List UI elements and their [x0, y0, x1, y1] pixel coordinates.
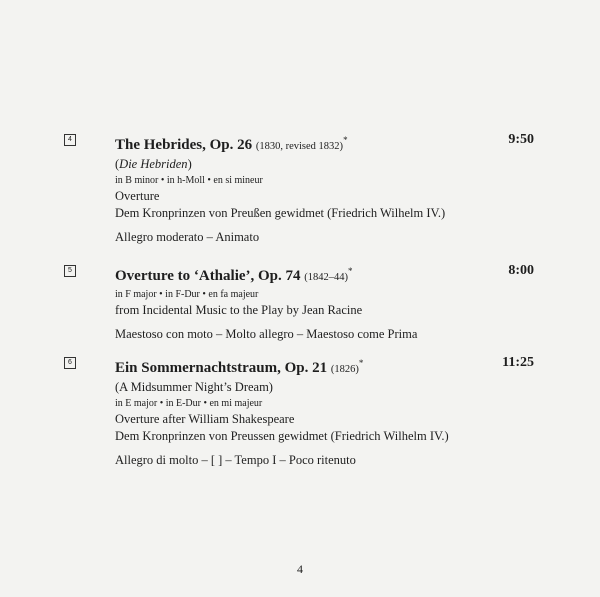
- track-dedication: Dem Kronprinzen von Preußen gewidmet (Friedrich Wilhelm IV.): [115, 206, 446, 220]
- track-title-line: [115, 131, 535, 156]
- track-subtitle: (A Midsummer Night’s Dream): [115, 380, 273, 394]
- track-composition-date: (1830, revised 1832): [255, 141, 344, 152]
- track-title-line: [115, 354, 535, 379]
- track-tempo: Allegro di molto – [ ] – Tempo I – Poco ritenuto: [115, 453, 356, 467]
- track-tempo: Allegro moderato – Animato: [115, 230, 260, 244]
- track-tempo: Maestoso con moto – Molto allegro – Maestoso come Prima: [115, 327, 418, 341]
- track-body: [115, 131, 535, 246]
- track-keys: in E major • in E-Dur • en mi majeur: [115, 398, 263, 409]
- track-number-box: 4: [64, 134, 76, 146]
- track-composition-date: (1842–44): [304, 272, 349, 283]
- track-duration: 11:25: [502, 355, 534, 370]
- track-number-box: 6: [64, 357, 76, 369]
- page-number: 4: [297, 562, 303, 576]
- track-title: Ein Sommernachtstraum, Op. 21: [115, 360, 328, 376]
- track-title-line: [115, 262, 535, 287]
- track-keys: in F major • in F-Dur • en fa majeur: [115, 289, 259, 300]
- track-keys: in B minor • in h-Moll • en si mineur: [115, 175, 263, 186]
- footnote-star: *: [348, 266, 353, 276]
- track-body: [115, 262, 535, 343]
- track-subtitle-text: Die Hebriden: [119, 157, 188, 171]
- footnote-star: *: [358, 358, 364, 368]
- track-form: Overture after William Shakespeare: [115, 412, 295, 426]
- track-title: The Hebrides, Op. 26: [115, 137, 253, 153]
- track-composition-date: (1826): [330, 364, 359, 375]
- track-duration: 9:50: [508, 132, 534, 147]
- track-body: [115, 354, 535, 469]
- footnote-star: *: [343, 135, 348, 145]
- track-dedication: Dem Kronprinzen von Preussen gewidmet (Friedrich Wilhelm IV.): [115, 429, 449, 443]
- track-duration: 8:00: [508, 263, 534, 278]
- track-title: Overture to ‘Athalie’, Op. 74: [115, 268, 301, 284]
- track-form: from Incidental Music to the Play by Jean Racine: [115, 303, 363, 317]
- track-subtitle: (Die Hebriden): [115, 157, 192, 171]
- track-form: Overture: [115, 189, 160, 203]
- track-number-box: 5: [64, 265, 76, 277]
